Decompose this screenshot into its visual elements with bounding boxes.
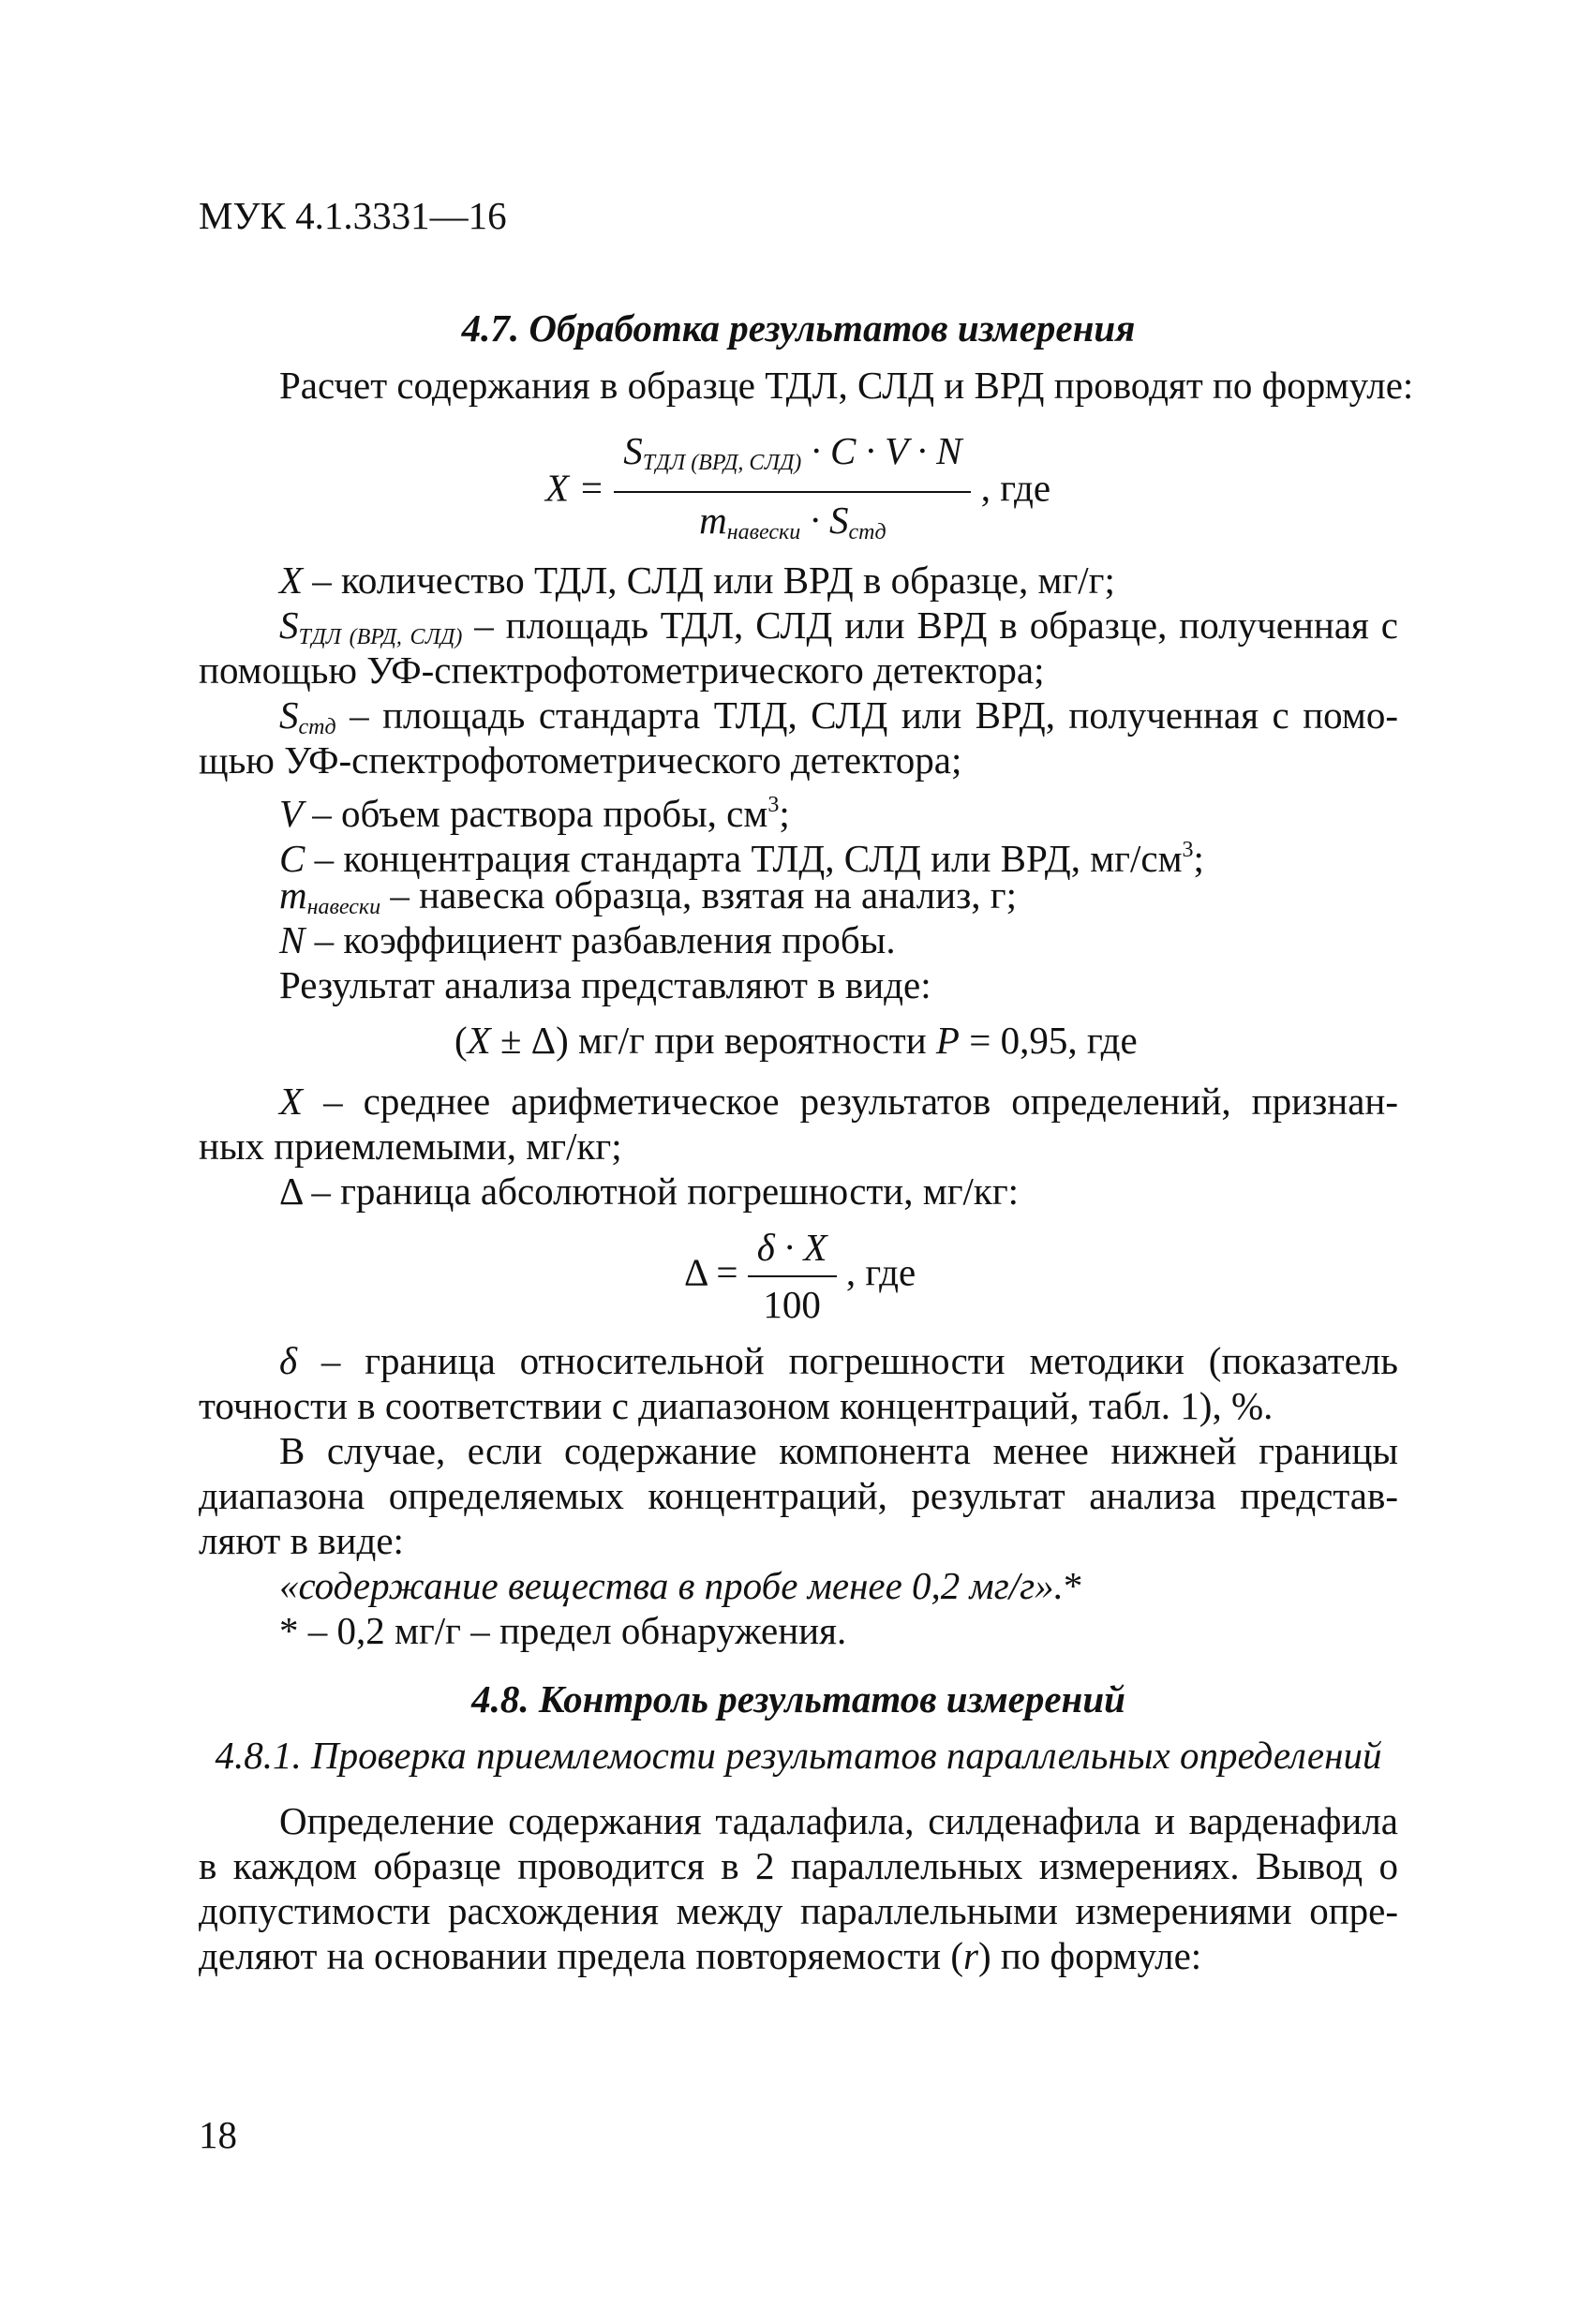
result-formula: (X ± Δ) мг/г при вероятности P = 0,95, где — [454, 1019, 1138, 1062]
definition-sstd-line2: щью УФ-спектрофотометрического детектора; — [199, 738, 962, 782]
formula-x-numerator: $S_{ТДЛ (ВРД, СЛД)} \cdot C \cdot V \cdot N$ — [614, 429, 971, 493]
formula-delta-fraction — [748, 1226, 837, 1327]
definition-xmean-line1: X – среднее арифметическое результатов определений, признан- — [279, 1080, 1398, 1123]
definition-delta-rel-line2: точности в соответствии с диапазоном концентраций, табл. 1), %. — [199, 1384, 1274, 1427]
definition-c: C – концентрация стандарта ТЛД, СЛД или ВРД, $мг/см^3$; — [279, 837, 1204, 880]
definition-n: N – коэффициент разбавления пробы. — [279, 918, 896, 961]
para-line3: допустимости расхождения между параллельными измерениями опре- — [199, 1889, 1398, 1932]
formula-x-where: , где — [980, 466, 1051, 510]
para-line1: Определение содержания тадалафила, силденафила и варденафила — [279, 1799, 1398, 1842]
case-line1: В случае, если содержание компонента менее нижней границы — [279, 1429, 1398, 1472]
document-header: МУК 4.1.3331—16 — [199, 194, 507, 237]
formula-delta-numerator: δ · X — [748, 1226, 837, 1277]
definition-x: X – количество ТДЛ, СЛД или ВРД в образце, мг/г; — [279, 559, 1115, 602]
formula-x-denominator: $m_{навески} \cdot S_{стд}$ — [699, 499, 886, 544]
formula-delta-lhs: Δ = — [684, 1250, 738, 1294]
case-line3: ляют в виде: — [199, 1519, 404, 1562]
result-intro: Результат анализа представляют в виде: — [279, 963, 931, 1006]
formula-x-fraction — [614, 429, 971, 555]
formula-x — [545, 429, 1050, 555]
page-number: 18 — [199, 2113, 237, 2156]
definition-delta-rel-line1: δ – граница относительной погрешности методики (показатель — [279, 1339, 1398, 1382]
formula-x-lhs: X = — [545, 466, 604, 510]
case-quote: «содержание вещества в пробе менее 0,2 мг/г».* — [279, 1564, 1083, 1607]
formula-delta — [684, 1226, 916, 1327]
definition-s-line2: помощью УФ-спектрофотометрического детектора; — [199, 648, 1045, 692]
intro-text: Расчет содержания в образце ТДЛ, СЛД и ВРД проводят по формуле: — [279, 364, 1414, 407]
definition-sstd-line1: $S_{стд}$ – площадь стандарта ТЛД, СЛД или ВРД, полученная с помо- — [279, 693, 1398, 739]
definition-v: V – объем раствора пробы, $см^3$; — [279, 792, 790, 835]
para-line2: в каждом образце проводится в 2 параллельных измерениях. Вывод о — [199, 1844, 1398, 1887]
para-line4: деляют на основании предела повторяемости (r) по формуле: — [199, 1934, 1202, 1977]
definition-m: $m_{навески}$ – навеска образца, взятая на анализ, г; — [279, 873, 1017, 919]
section-4-8-title: 4.8. Контроль результатов измерений — [471, 1677, 1125, 1721]
footnote: * – 0,2 мг/г – предел обнаружения. — [279, 1609, 847, 1652]
section-4-7-title: 4.7. Обработка результатов измерения — [461, 306, 1136, 350]
definition-s-line1: $S_{ТДЛ (ВРД, СЛД)}$ – площадь ТДЛ, СЛД или ВРД в образце, полученная с — [279, 603, 1398, 649]
definition-delta: Δ – граница абсолютной погрешности, мг/кг: — [279, 1169, 1020, 1213]
formula-delta-where: , где — [845, 1250, 916, 1294]
section-4-8-1-subtitle: 4.8.1. Проверка приемлемости результатов параллельных определений — [215, 1734, 1382, 1777]
formula-delta-denominator: 100 — [763, 1283, 821, 1326]
case-line2: диапазона определяемых концентраций, результат анализа представ- — [199, 1474, 1398, 1517]
definition-xmean-line2: ных приемлемыми, мг/кг; — [199, 1125, 622, 1168]
